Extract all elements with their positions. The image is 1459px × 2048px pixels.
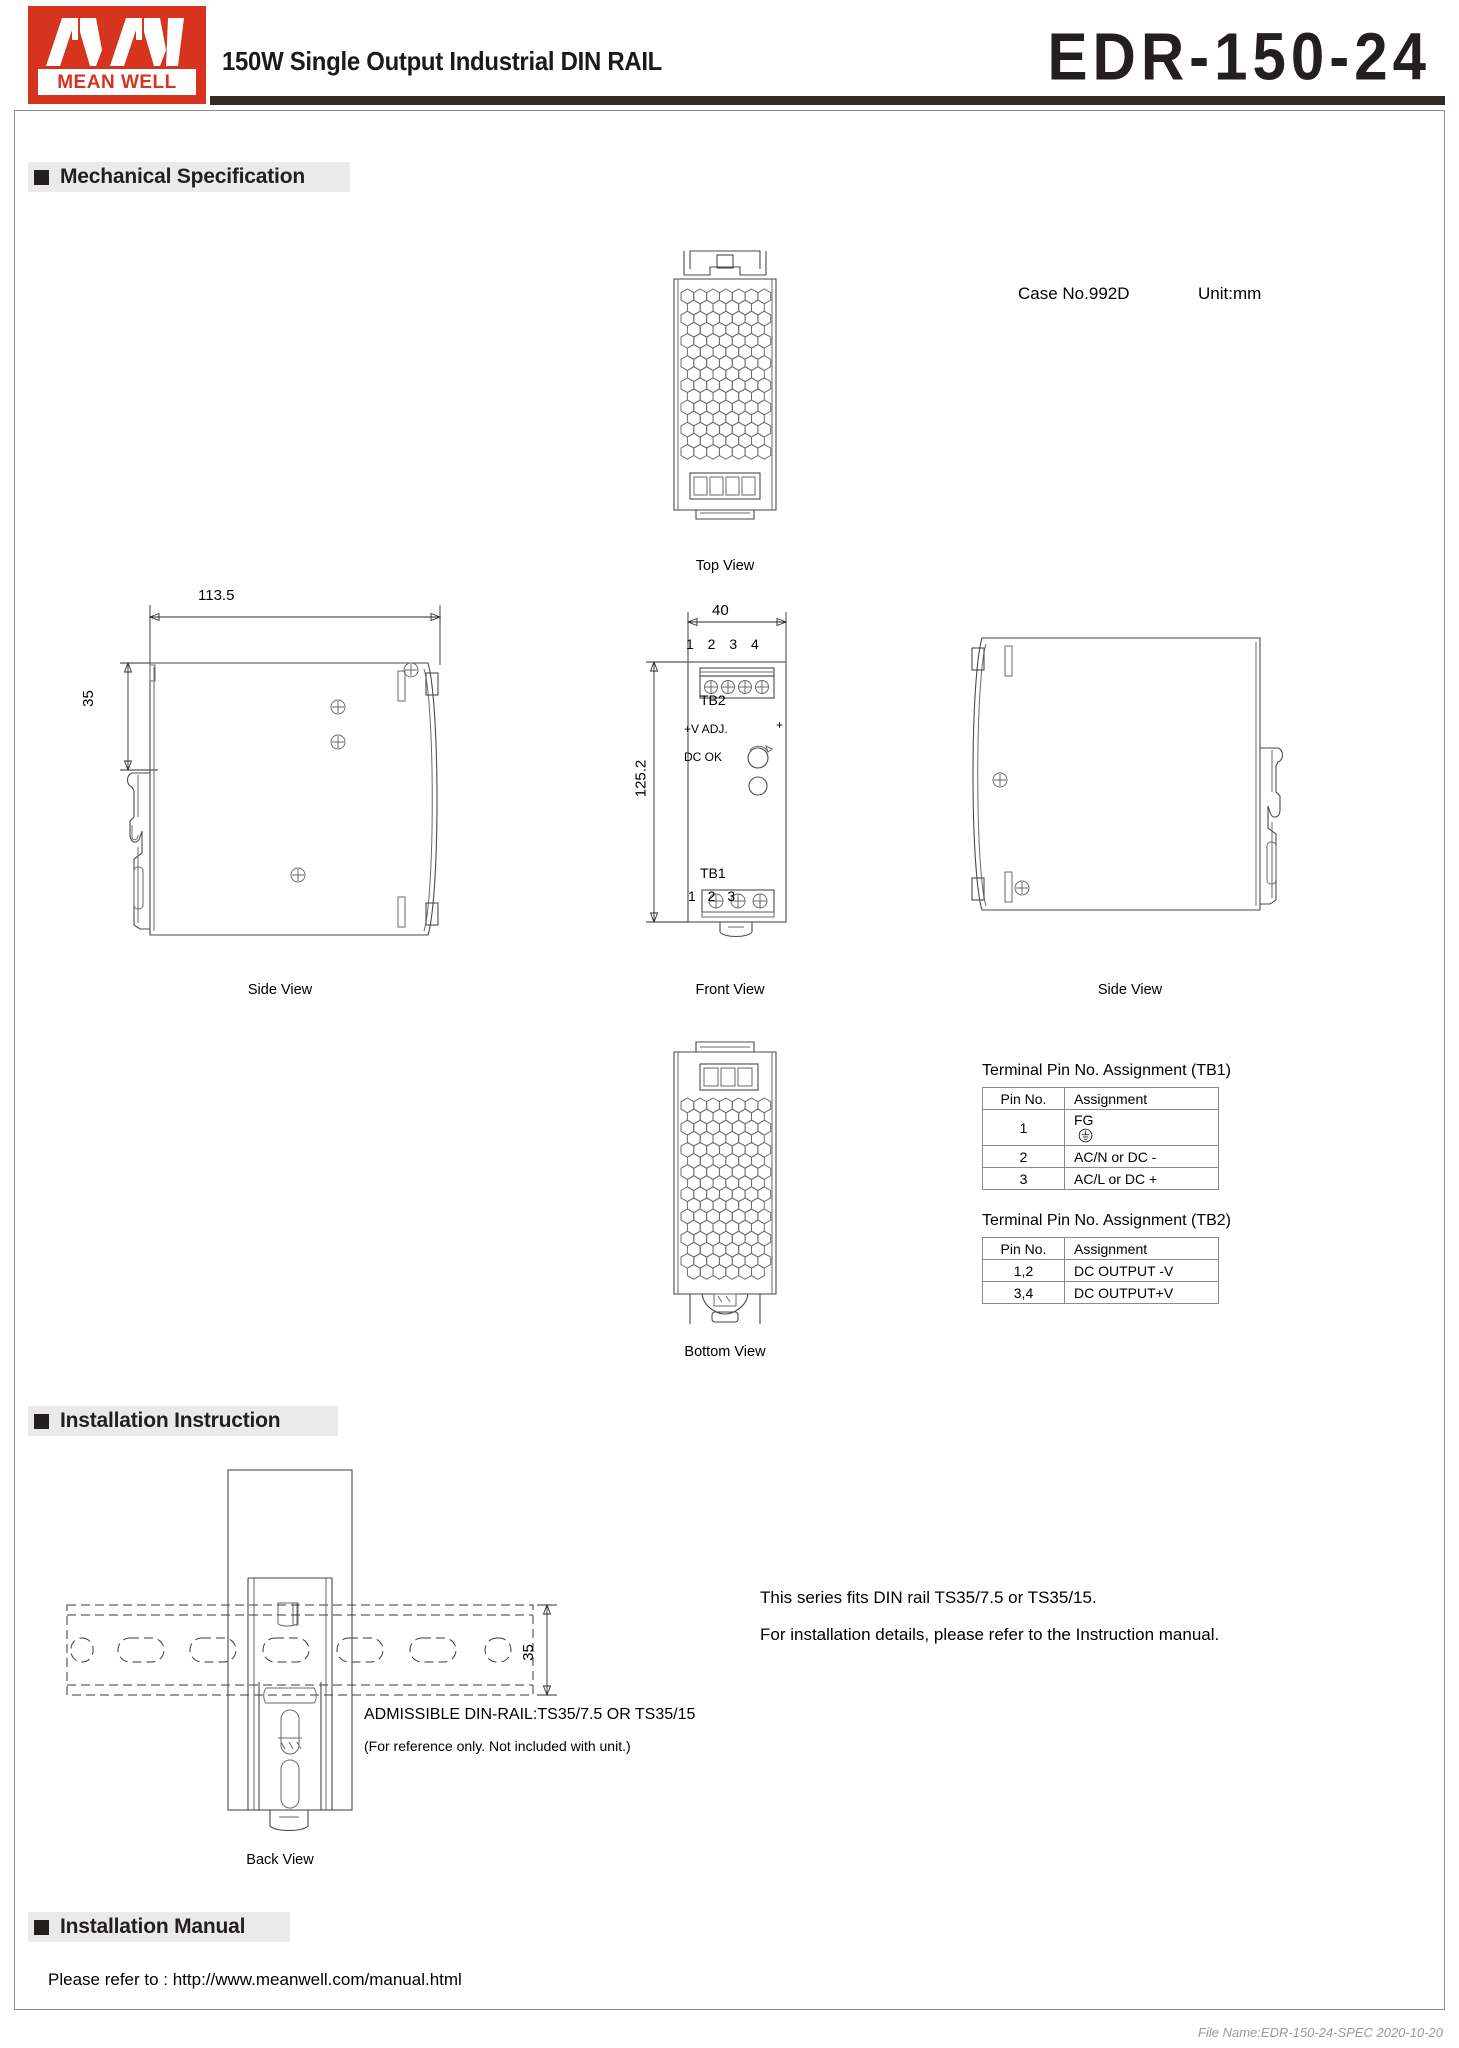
dimension-rail-height-side: 35 [79, 690, 97, 707]
table-row [983, 1260, 1219, 1282]
square-bullet-icon [34, 1414, 49, 1429]
col-header-pin: Pin No. [983, 1088, 1065, 1110]
ground-symbol-icon [1078, 1128, 1093, 1143]
table-header-row [983, 1238, 1219, 1260]
installation-note-line-2: For installation details, please refer to the Instruction manual. [760, 1625, 1220, 1644]
cell-pin: 3,4 [983, 1282, 1065, 1304]
square-bullet-icon [34, 1920, 49, 1935]
unit-label: Unit:mm [1198, 284, 1262, 303]
dcok-label: DC OK [684, 750, 723, 764]
section-title-installation-instruction: Installation Instruction [60, 1409, 281, 1432]
tb2-pin-assignment-table [982, 1237, 1219, 1304]
drawing-top-view [660, 245, 790, 545]
dimension-rail-height-install: 35 [519, 1644, 537, 1661]
cell-assignment: DC OUTPUT -V [1065, 1260, 1219, 1282]
tb2-table-title: Terminal Pin No. Assignment (TB2) [982, 1212, 1231, 1229]
view-label-side-left: Side View [247, 982, 313, 998]
cell-assignment: AC/N or DC - [1065, 1146, 1219, 1168]
meanwell-logo [28, 6, 206, 104]
table-row [983, 1282, 1219, 1304]
cell-assignment: AC/L or DC + [1065, 1168, 1219, 1190]
col-header-pin: Pin No. [983, 1238, 1065, 1260]
col-header-assignment: Assignment [1065, 1238, 1219, 1260]
vadj-plus-label: + [776, 718, 784, 732]
tb2-pin-numbers: 1 2 3 4 [686, 636, 764, 652]
col-header-assignment: Assignment [1065, 1088, 1219, 1110]
assignment-text: FG [1074, 1112, 1094, 1128]
cell-assignment: DC OUTPUT+V [1065, 1282, 1219, 1304]
dimension-height: 125.2 [632, 759, 650, 798]
table-row [983, 1146, 1219, 1168]
admissible-rail-text: ADMISSIBLE DIN-RAIL:TS35/7.5 OR TS35/15 [364, 1706, 696, 1723]
page-header [0, 0, 1459, 112]
section-header-mechanical [28, 162, 350, 192]
square-bullet-icon [34, 170, 49, 185]
drawing-front-view [628, 600, 828, 960]
cell-pin: 1 [983, 1110, 1065, 1146]
footer-filename: File Name:EDR-150-24-SPEC 2020-10-20 [1198, 2025, 1443, 2040]
page-title: 150W Single Output Industrial DIN RAIL [222, 46, 663, 76]
logo-brand-band [38, 69, 196, 95]
manual-link-text[interactable]: Please refer to : http://www.meanwell.com/manual.html [48, 1970, 462, 1989]
model-number: EDR-150-24 [1047, 19, 1431, 95]
tb1-table-title: Terminal Pin No. Assignment (TB1) [982, 1062, 1231, 1079]
cell-pin: 2 [983, 1146, 1065, 1168]
tb1-label: TB1 [700, 865, 726, 881]
drawing-side-view-left [110, 585, 450, 975]
section-header-installation-instruction [28, 1406, 338, 1436]
section-title-mechanical: Mechanical Specification [60, 165, 305, 188]
dimension-width: 40 [712, 602, 729, 619]
tb2-label: TB2 [700, 692, 726, 708]
drawing-back-view-din-rail [45, 1460, 565, 1860]
installation-note-line-1: This series fits DIN rail TS35/7.5 or TS35/15. [760, 1588, 1097, 1607]
admissible-rail-note: (For reference only. Not included with unit.) [364, 1738, 631, 1754]
view-label-front: Front View [695, 982, 765, 998]
view-label-top: Top View [695, 558, 755, 574]
tb1-pin-numbers: 1 2 3 [688, 888, 740, 904]
section-title-installation-manual: Installation Manual [60, 1915, 246, 1938]
header-divider [210, 96, 1445, 105]
table-row [983, 1168, 1219, 1190]
cell-pin: 3 [983, 1168, 1065, 1190]
drawing-bottom-view [660, 1032, 790, 1332]
view-label-bottom: Bottom View [684, 1344, 766, 1360]
cell-assignment [1065, 1110, 1219, 1146]
case-number-label: Case No.992D [1018, 284, 1130, 303]
mw-monogram-icon [28, 10, 206, 72]
table-header-row [983, 1088, 1219, 1110]
logo-brand-text: MEAN WELL [57, 71, 177, 93]
view-label-back: Back View [246, 1852, 314, 1868]
vadj-label: +V ADJ. [684, 722, 728, 736]
table-row [983, 1110, 1219, 1146]
tb1-pin-assignment-table [982, 1087, 1219, 1190]
dimension-depth: 113.5 [198, 587, 235, 604]
drawing-side-view-right [960, 620, 1300, 970]
section-header-installation-manual [28, 1912, 290, 1942]
view-label-side-right: Side View [1097, 982, 1163, 998]
cell-pin: 1,2 [983, 1260, 1065, 1282]
